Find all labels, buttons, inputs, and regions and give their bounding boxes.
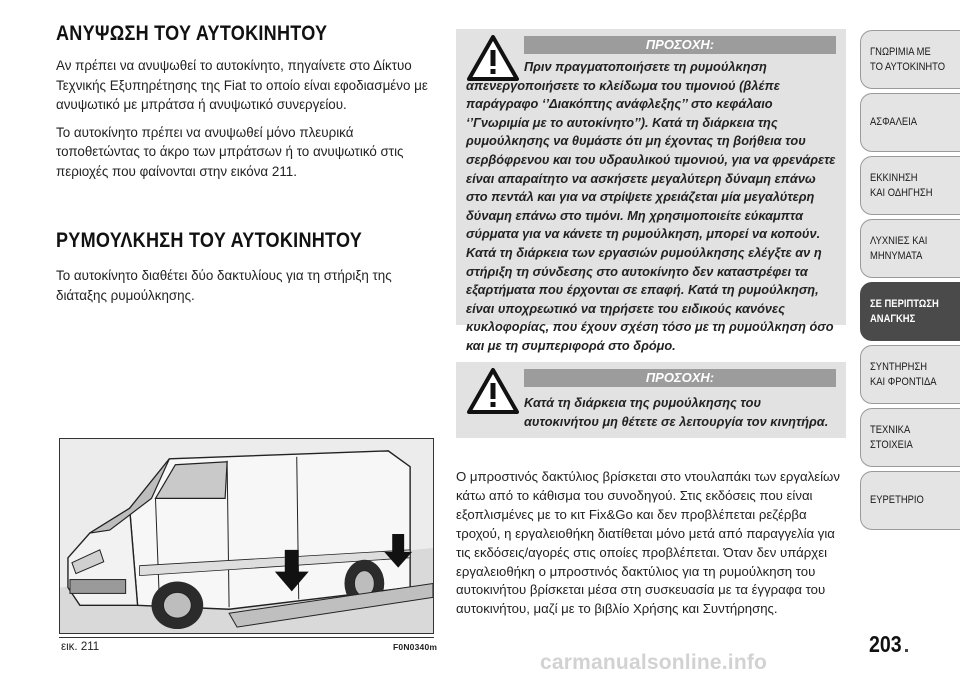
chapter-tabs [860,30,960,534]
tab-safety[interactable] [860,93,960,152]
front-ring-paragraph: Ο μπροστινός δακτύλιος βρίσκεται στο ντουλαπάκι των εργαλείων κάτω από το κάθισμα του συνοδηγού. Στις εκδόσεις που είναι εξοπλισμένες με το κιτ Fix&Go και δεν προβλέπεται ρεζέρβα τροχού, η εργαλειοθήκη διατίθεται μόνο μετά από παραγγελία για τις εκδόσεις/αγορές στις οποίες προβλέπεται. Όταν δεν υπάρχει εργαλειοθήκη ο μπροστινός δακτύλιος για τη ρυμούλκηση του αυτοκινήτου βρίσκεται μέσα στη συσκευασία με τα έγγραφα του αυτοκινήτου, μαζί με το βιβλίο Χρήσης και Συντήρησης. [456,469,840,617]
lifting-paragraph-1: Αν πρέπει να ανυψωθεί το αυτοκίνητο, πηγαίνετε στο Δίκτυο Τεχνικής Εξυπηρέτησης της Fiat το οποίο είναι εφοδιασμένο με ανυψωτικό με μπράτσα ή ανυψωτικό συνεργείου. [56,58,428,112]
tab-getting-to-know[interactable] [860,30,960,89]
tab-emergency[interactable] [860,282,960,341]
tab-label: ΣΥΝΤΗΡΗΣΗ ΚΑΙ ΦΡΟΝΤΙΔΑ [870,360,937,388]
left-column [56,22,440,305]
figure-code: F0N0340m [393,642,438,652]
van-lifting-points-drawing [60,439,433,633]
warning-box-towing [456,29,846,353]
figure-caption-rule [59,637,434,638]
tab-label: ΤΕΧΝΙΚΑ ΣΤΟΙΧΕΙΑ [870,423,913,451]
section-title-lifting: ΑΝΥΨΩΣΗ ΤΟΥ ΑΥΤΟΚΙΝΗΤΟΥ [56,22,328,45]
warning-text: Κατά τη διάρκεια της ρυμούλκησης του αυτοκινήτου μη θέτετε σε λειτουργία τον κινητήρα. [524,395,829,429]
tab-maintenance[interactable] [860,345,960,404]
lifting-paragraph-2: Το αυτοκίνητο πρέπει να ανυψωθεί μόνο πλευρικά τοποθετώντας το άκρο των μπράτσων ή το ανυψωτικό στις περιοχές που φαίνονται στην εικόνα 211. [56,124,404,179]
watermark: carmanualsonline.info [540,651,768,674]
tab-warning-lights[interactable] [860,219,960,278]
tab-label: ΛΥΧΝΙΕΣ ΚΑΙ ΜΗΝΥΜΑΤΑ [870,234,928,262]
warning-title: ΠΡΟΣΟΧΗ: [524,36,836,54]
warning-triangle-icon [467,368,519,414]
tab-label: ΑΣΦΑΛΕΙΑ [870,116,918,128]
tab-label: ΕΚΚΙΝΗΣΗ ΚΑΙ ΟΔΗΓΗΣΗ [870,171,933,199]
van-illustration [59,438,434,634]
tab-label: ΣΕ ΠΕΡΙΠΤΩΣΗ ΑΝΑΓΚΗΣ [870,297,939,325]
page-number: 203 [869,631,902,657]
warning-text: Πριν πραγματοποιήσετε τη ρυμούλκηση απενεργοποιήσετε το κλείδωμα του τιμονιού (βλέπε παράγραφο ‘’Διακόπτης ανάφλεξης’’ στο κεφάλαιο ‘’Γνωριμία με το αυτοκίνητο’’). Κατά τη διάρκεια της ρυμούλκησης να θυμάστε ότι μη έχοντας τη βοήθεια του σερβόφρενου και του υδραυλικού τιμονιού, για να φρενάρετε είναι απαραίτητο να ασκήσετε μεγαλύτερη δύναμη επάνω στο πεντάλ και για να στρίψετε χρειάζεται μία μεγαλύτερη δύναμη επάνω στο τιμόνι. Μη χρησιμοποιείτε εύκαμπτα σύρματα για να κάνετε τη ρυμούλκηση, μπορεί να κοπούν. Κατά τη διάρκεια των εργασιών ρυμούλκησης ελέγξτε αν η στήριξη τη σύνδεσης στο αυτοκίνητο δεν καταστρέφει τα εξαρτήματα που έρχονται σε επαφή. Κατά τη ρυμούλκηση, είναι υποχρεωτικό να τηρήσετε του ειδικούς κανόνες κυκλοφορίας, που έχουν σχέση τόσο με τη ρυμούλκηση όσο και με τη συμπεριφορά στο δρόμο. [466,59,836,353]
tab-label: ΓΝΩΡΙΜΙΑ ΜΕ ΤΟ ΑΥΤΟΚΙΝΗΤΟ [870,45,946,73]
tab-label: ΕΥΡΕΤΗΡΙΟ [870,494,924,506]
tab-technical-data[interactable] [860,408,960,467]
tab-index[interactable] [860,471,960,530]
figure-caption: εικ. 211 [61,641,100,653]
warning-box-engine [456,362,846,438]
section-title-towing: ΡΥΜΟΥΛΚΗΣΗ ΤΟΥ ΑΥΤΟΚΙΝΗΤΟΥ [56,229,363,252]
page-number-dot [905,649,908,652]
warning-title: ΠΡΟΣΟΧΗ: [524,369,836,387]
towing-paragraph-1: Το αυτοκίνητο διαθέτει δύο δακτυλίους για τη στήριξη της διάταξης ρυμούλκησης. [56,268,392,303]
tab-starting-driving[interactable] [860,156,960,215]
